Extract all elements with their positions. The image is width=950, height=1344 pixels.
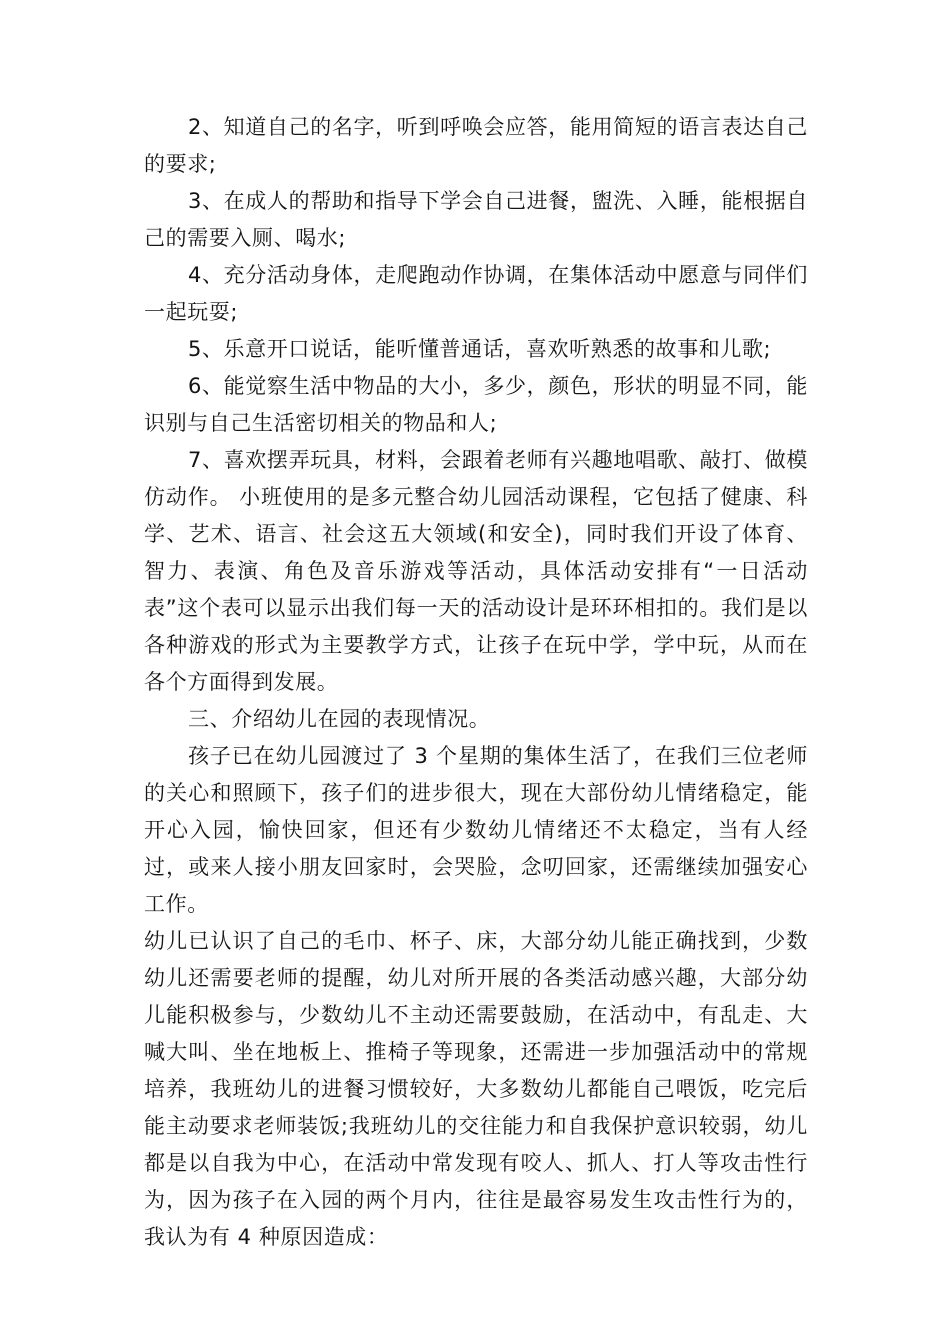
document-body — [144, 109, 808, 1256]
paragraph-item-5: 5、乐意开口说话，能听懂普通话，喜欢听熟悉的故事和儿歌; — [188, 337, 772, 361]
paragraph-item-7: 7、喜欢摆弄玩具，材料，会跟着老师有兴趣地唱歌、敲打、做模仿动作。 小班使用的是多元整合幼儿园活动课程，它包括了健康、科学、艺术、语言、社会这五大领域(和安全)，同时我们开设了体育、智力、表演、角色及音乐游戏等活动，具体活动安排有“一日活动表”这个表可以显示出我们每一天的活动设计是环环相扣的。我们是以各种游戏的形式为主要教学方式，让孩子在玩中学，学中玩，从而在各个方面得到发展。 — [144, 448, 808, 694]
paragraph-item-4: 4、充分活动身体，走爬跑动作协调，在集体活动中愿意与同伴们一起玩耍; — [144, 263, 808, 324]
paragraph-item-3: 3、在成人的帮助和指导下学会自己进餐，盥洗、入睡，能根据自己的需要入厕、喝水; — [144, 189, 808, 250]
section-heading: 三、介绍幼儿在园的表现情况。 — [188, 707, 491, 731]
paragraph-body: 幼儿已认识了自己的毛巾、杯子、床，大部分幼儿能正确找到，少数幼儿还需要老师的提醒，幼儿对所开展的各类活动感兴趣，大部分幼儿能积极参与，少数幼儿不主动还需要鼓励，在活动中，有乱走、大喊大叫、坐在地板上、推椅子等现象，还需进一步加强活动中的常规培养，我班幼儿的进餐习惯较好，大多数幼儿都能自己喂饭，吃完后能主动要求老师装饭;我班幼儿的交往能力和自我保护意识较弱，幼儿都是以自我为中心，在活动中常发现有咬人、抓人、打人等攻击性行为，因为孩子在入园的两个月内，往往是最容易发生攻击性行为的，我认为有 4 种原因造成： — [144, 929, 808, 1249]
paragraph-item-2: 2、知道自己的名字，听到呼唤会应答，能用简短的语言表达自己的要求; — [144, 115, 808, 176]
paragraph-body: 孩子已在幼儿园渡过了 3 个星期的集体生活了，在我们三位老师的关心和照顾下，孩子们的进步很大，现在大部份幼儿情绪稳定，能开心入园，愉快回家，但还有少数幼儿情绪还不太稳定，当有人经过，或来人接小朋友回家时，会哭脸，念叨回家，还需继续加强安心工作。 — [144, 744, 808, 916]
paragraph-item-6: 6、能觉察生活中物品的大小，多少，颜色，形状的明显不同，能识别与自己生活密切相关的物品和人; — [144, 374, 808, 435]
